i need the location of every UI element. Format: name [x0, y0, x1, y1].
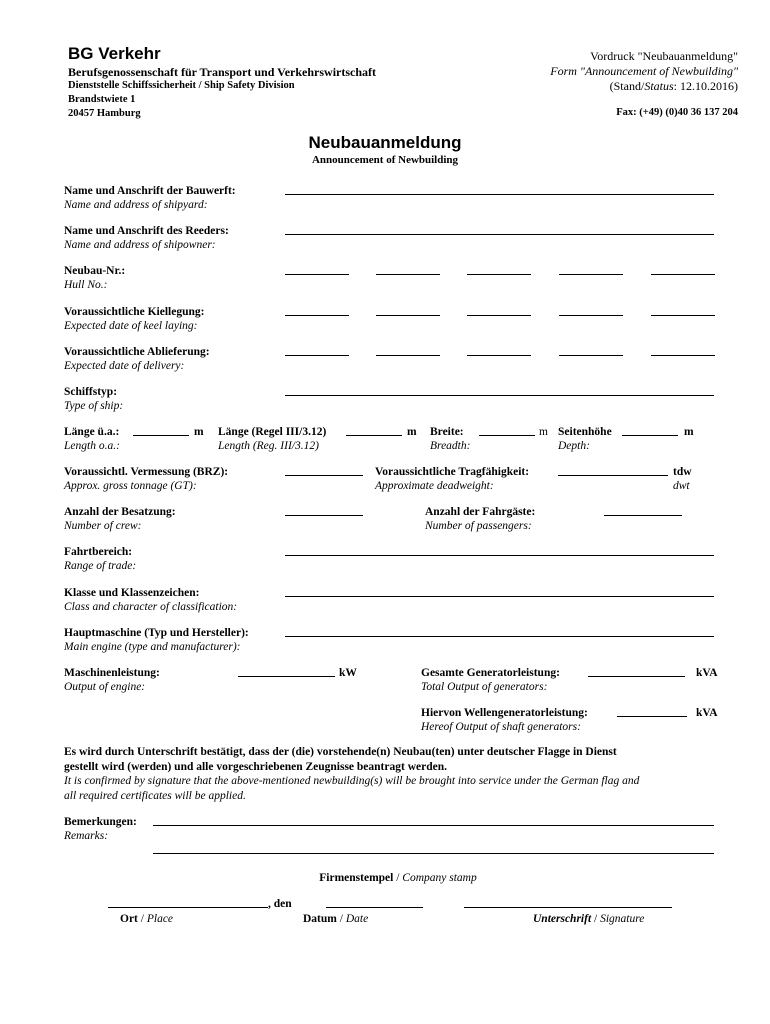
depth-label: Seitenhöhe	[558, 426, 612, 438]
breadth-label-en: Breadth:	[430, 440, 471, 452]
passengers-label: Anzahl der Fahrgäste:	[425, 506, 536, 518]
date-label: Datum / Date	[303, 913, 369, 925]
hull-label-en: Hull No.:	[64, 279, 108, 291]
delivery-field-3[interactable]	[467, 355, 531, 356]
main-engine-field[interactable]	[285, 636, 714, 637]
city: 20457 Hamburg	[68, 108, 141, 119]
remarks-field-2[interactable]	[153, 853, 714, 854]
company-stamp-label: Firmenstempel / Company stamp	[319, 872, 477, 884]
form-name-de: Vordruck "Neubauanmeldung"	[590, 49, 738, 63]
length-reg-unit: m	[407, 426, 417, 438]
deadweight-label: Voraussichtliche Tragfähigkeit:	[375, 466, 530, 478]
crew-field[interactable]	[285, 515, 363, 516]
deadweight-field[interactable]	[558, 475, 668, 476]
gen-output-label-en: Total Output of generators:	[421, 681, 548, 693]
breadth-field[interactable]	[479, 435, 535, 436]
shiptype-label: Schiffstyp:	[64, 386, 118, 398]
confirmation-de-1: Es wird durch Unterschrift bestätigt, dass der (die) vorstehende(n) Neubau(ten) unter deutscher Flagge in Dienst	[64, 746, 617, 758]
trade-field[interactable]	[285, 555, 714, 556]
signature-label: Unterschrift / Signature	[533, 913, 645, 925]
shaft-gen-unit: kVA	[696, 707, 718, 719]
keel-field-3[interactable]	[467, 315, 531, 316]
fax-number: Fax: (+49) (0)40 36 137 204	[616, 107, 738, 118]
depth-field[interactable]	[622, 435, 678, 436]
deadweight-label-en: Approximate deadweight:	[375, 480, 494, 492]
keel-label: Voraussichtliche Kiellegung:	[64, 306, 205, 318]
engine-output-field[interactable]	[238, 676, 335, 677]
form-name-en: Form "Announcement of Newbuilding"	[550, 64, 738, 78]
shipowner-field[interactable]	[285, 234, 714, 235]
class-field[interactable]	[285, 596, 714, 597]
crew-label: Anzahl der Besatzung:	[64, 506, 176, 518]
keel-label-en: Expected date of keel laying:	[64, 320, 198, 332]
shipyard-field[interactable]	[285, 194, 714, 195]
shaft-gen-field[interactable]	[617, 716, 687, 717]
den-label: , den	[268, 898, 292, 910]
remarks-field-1[interactable]	[153, 825, 714, 826]
breadth-unit: m	[539, 426, 548, 438]
keel-field-1[interactable]	[285, 315, 349, 316]
place-label: Ort / Place	[120, 913, 174, 925]
page-subtitle: Announcement of Newbuilding	[311, 154, 459, 166]
depth-label-en: Depth:	[558, 440, 590, 452]
street: Brandstwiete 1	[68, 94, 136, 105]
keel-field-2[interactable]	[376, 315, 440, 316]
trade-label: Fahrtbereich:	[64, 546, 133, 558]
main-engine-label-en: Main engine (type and manufacturer):	[64, 641, 241, 653]
engine-output-label: Maschinenleistung:	[64, 667, 160, 679]
confirmation-en-1: It is confirmed by signature that the above-mentioned newbuilding(s) will be brought into service under the German flag and	[64, 775, 640, 787]
shipyard-label-en: Name and address of shipyard:	[64, 199, 208, 211]
confirmation-en-2: all required certificates will be applied.	[64, 790, 246, 802]
depth-unit: m	[684, 426, 694, 438]
date-field[interactable]	[326, 907, 423, 908]
passengers-field[interactable]	[604, 515, 682, 516]
gen-output-label: Gesamte Generatorleistung:	[421, 667, 560, 679]
shaft-gen-label: Hiervon Wellengeneratorleistung:	[421, 707, 588, 719]
hull-field-2[interactable]	[376, 274, 440, 275]
main-engine-label: Hauptmaschine (Typ und Hersteller):	[64, 627, 249, 639]
length-reg-label-en: Length (Reg. III/3.12)	[218, 440, 319, 452]
length-reg-label: Länge (Regel III/3.12)	[218, 426, 327, 438]
hull-label: Neubau-Nr.:	[64, 265, 126, 277]
delivery-field-1[interactable]	[285, 355, 349, 356]
form-status: (Stand/Status: 12.10.2016)	[609, 79, 738, 93]
class-label: Klasse und Klassenzeichen:	[64, 587, 200, 599]
deadweight-unit: tdw	[673, 466, 692, 478]
shaft-gen-label-en: Hereof Output of shaft generators:	[421, 721, 581, 733]
shiptype-field[interactable]	[285, 395, 714, 396]
division: Dienststelle Schiffssicherheit / Ship Safety Division	[68, 80, 295, 91]
hull-field-3[interactable]	[467, 274, 531, 275]
keel-field-5[interactable]	[651, 315, 715, 316]
length-oa-label-en: Length o.a.:	[64, 440, 120, 452]
shipowner-label-en: Name and address of shipowner:	[64, 239, 216, 251]
breadth-label: Breite:	[430, 426, 464, 438]
remarks-label: Bemerkungen:	[64, 816, 137, 828]
hull-field-1[interactable]	[285, 274, 349, 275]
gt-label: Voraussichtl. Vermessung (BRZ):	[64, 466, 229, 478]
engine-output-label-en: Output of engine:	[64, 681, 146, 693]
length-oa-unit: m	[194, 426, 204, 438]
hull-field-4[interactable]	[559, 274, 623, 275]
length-reg-field[interactable]	[346, 435, 402, 436]
length-oa-label: Länge ü.a.:	[64, 426, 120, 438]
delivery-field-4[interactable]	[559, 355, 623, 356]
shipowner-label: Name und Anschrift des Reeders:	[64, 225, 229, 237]
hull-field-5[interactable]	[651, 274, 715, 275]
length-oa-field[interactable]	[133, 435, 189, 436]
shiptype-label-en: Type of ship:	[64, 400, 124, 412]
delivery-field-5[interactable]	[651, 355, 715, 356]
org-name: BG Verkehr	[68, 44, 161, 63]
place-field[interactable]	[108, 907, 268, 908]
delivery-label: Voraussichtliche Ablieferung:	[64, 346, 210, 358]
gt-label-en: Approx. gross tonnage (GT):	[64, 480, 197, 492]
signature-field[interactable]	[464, 907, 672, 908]
confirmation-de-2: gestellt wird (werden) und alle vorgeschriebenen Zeugnisse beantragt werden.	[64, 761, 447, 773]
remarks-label-en: Remarks:	[64, 830, 109, 842]
class-label-en: Class and character of classification:	[64, 601, 238, 613]
deadweight-unit-en: dwt	[673, 480, 690, 492]
crew-label-en: Number of crew:	[64, 520, 142, 532]
passengers-label-en: Number of passengers:	[425, 520, 532, 532]
trade-label-en: Range of trade:	[64, 560, 137, 572]
engine-output-unit: kW	[339, 667, 357, 679]
delivery-label-en: Expected date of delivery:	[64, 360, 185, 372]
page-title: Neubauanmeldung	[308, 133, 462, 152]
keel-field-4[interactable]	[559, 315, 623, 316]
org-full-name: Berufsgenossenschaft für Transport und Verkehrswirtschaft	[68, 65, 377, 79]
gt-field[interactable]	[285, 475, 363, 476]
gen-output-unit: kVA	[696, 667, 718, 679]
shipyard-label: Name und Anschrift der Bauwerft:	[64, 185, 236, 197]
delivery-field-2[interactable]	[376, 355, 440, 356]
gen-output-field[interactable]	[588, 676, 685, 677]
